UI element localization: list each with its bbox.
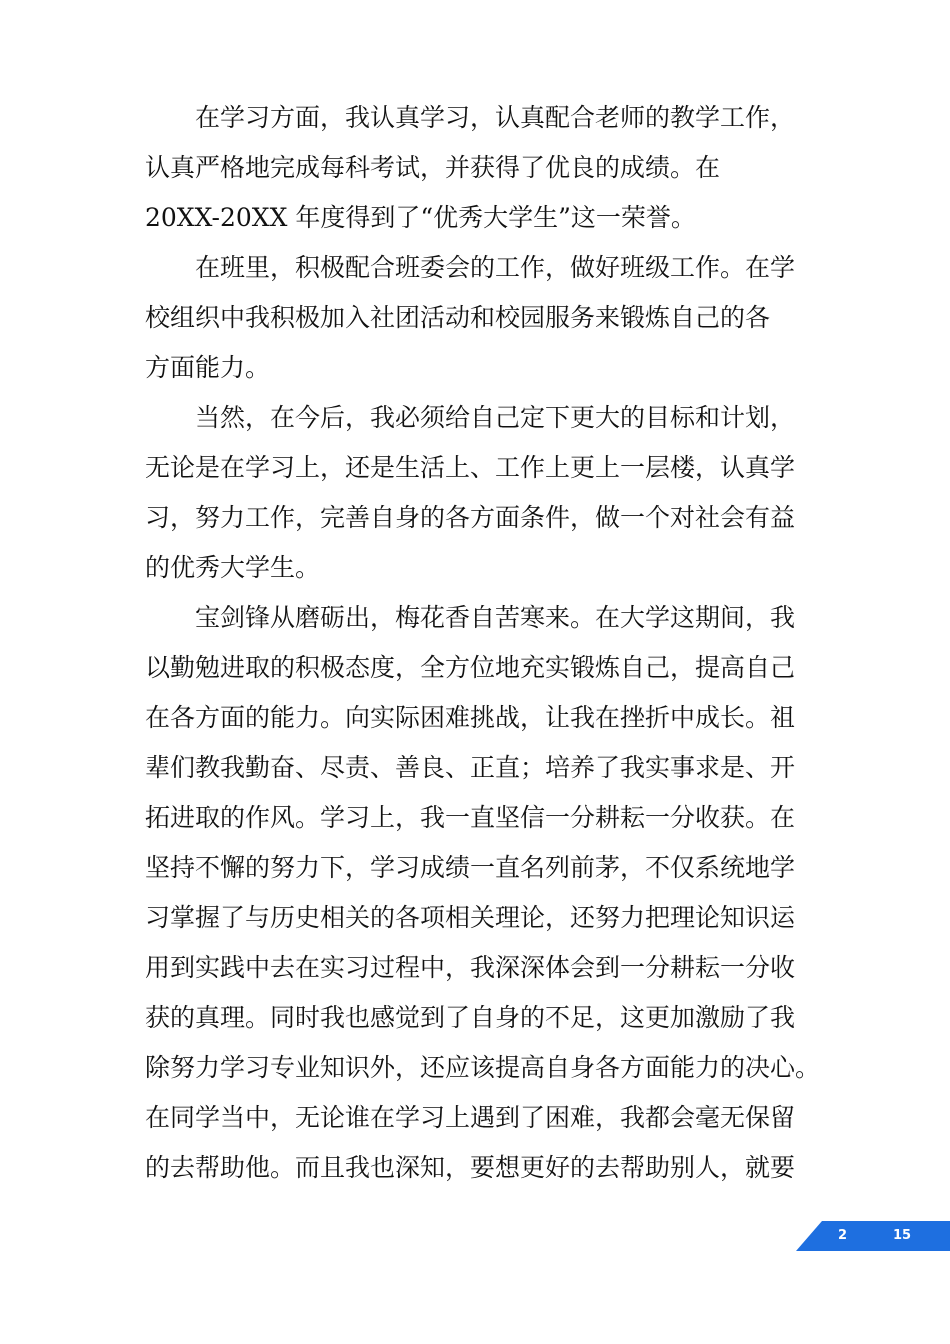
text-line: 的优秀大学生。 — [145, 553, 321, 582]
text-line: 宝剑锋从磨砺出，梅花香自苦寒来。在大学这期间，我 — [195, 603, 796, 632]
text-line: 获的真理。同时我也感觉到了自身的不足，这更加激励了我 — [145, 1003, 796, 1032]
text-line: 20XX-20XX 年度得到了“优秀大学生”这一荣誉。 — [145, 203, 696, 232]
text-line: 方面能力。 — [145, 353, 271, 382]
text-line: 认真严格地完成每科考试，并获得了优良的成绩。在 — [145, 153, 721, 182]
text-line: 在同学当中，无论谁在学习上遇到了困难，我都会毫无保留 — [145, 1103, 796, 1132]
paragraph-4 — [145, 593, 825, 1193]
document-body — [145, 93, 825, 1193]
text-line: 除努力学习专业知识外，还应该提高自身各方面能力的决心。 — [145, 1053, 821, 1082]
paragraph-3 — [145, 393, 825, 593]
text-line: 辈们教我勤奋、尽责、善良、正直；培养了我实事求是、开 — [145, 753, 796, 782]
text-line: 习，努力工作，完善自身的各方面条件，做一个对社会有益 — [145, 503, 796, 532]
text-line: 无论是在学习上，还是生活上、工作上更上一层楼，认真学 — [145, 453, 796, 482]
text-line: 坚持不懈的努力下，学习成绩一直名列前茅，不仅系统地学 — [145, 853, 796, 882]
text-line: 在学习方面，我认真学习，认真配合老师的教学工作， — [195, 103, 796, 132]
text-line: 校组织中我积极加入社团活动和校园服务来锻炼自己的各 — [145, 303, 771, 332]
total-page-count: 15 — [893, 1228, 912, 1243]
text-line: 习掌握了与历史相关的各项相关理论，还努力把理论知识运 — [145, 903, 796, 932]
text-line: 拓进取的作风。学习上，我一直坚信一分耕耘一分收获。在 — [145, 803, 796, 832]
text-line: 当然，在今后，我必须给自己定下更大的目标和计划， — [195, 403, 796, 432]
text-line: 以勤勉进取的积极态度，全方位地充实锻炼自己，提高自己 — [145, 653, 796, 682]
current-page-number: 2 — [838, 1228, 848, 1243]
text-line: 用到实践中去在实习过程中，我深深体会到一分耕耘一分收 — [145, 953, 796, 982]
page-number-tab — [796, 1221, 950, 1251]
paragraph-1 — [145, 93, 825, 243]
text-line: 在各方面的能力。向实际困难挑战，让我在挫折中成长。祖 — [145, 703, 796, 732]
text-line: 的去帮助他。而且我也深知，要想更好的去帮助别人，就要 — [145, 1153, 796, 1182]
paragraph-2 — [145, 243, 825, 393]
text-line: 在班里，积极配合班委会的工作，做好班级工作。在学 — [195, 253, 796, 282]
